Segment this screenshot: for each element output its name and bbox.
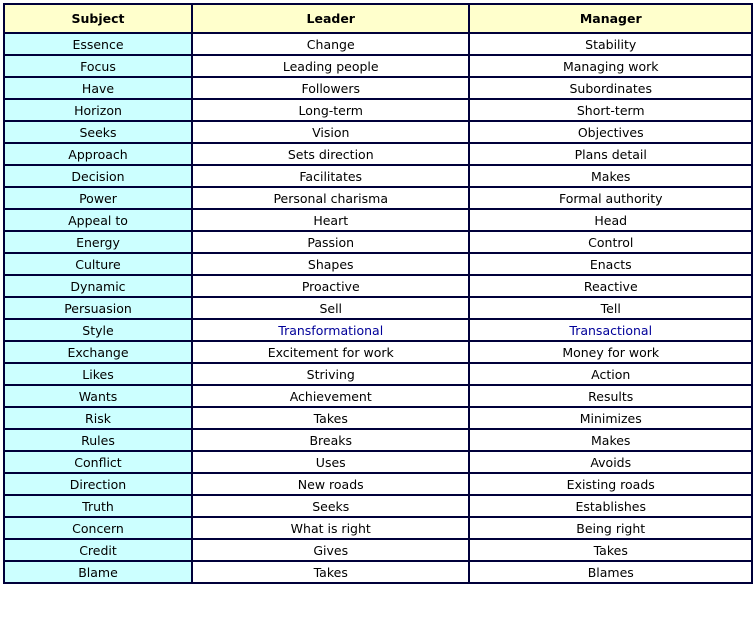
leader-cell: Takes (192, 561, 469, 583)
manager-cell: Makes (469, 165, 752, 187)
manager-cell: Being right (469, 517, 752, 539)
subject-cell: Seeks (4, 121, 192, 143)
leader-cell: Seeks (192, 495, 469, 517)
subject-cell: Approach (4, 143, 192, 165)
subject-cell: Have (4, 77, 192, 99)
manager-cell: Existing roads (469, 473, 752, 495)
leader-cell: Striving (192, 363, 469, 385)
table-row (4, 77, 752, 99)
leader-cell: Change (192, 33, 469, 55)
subject-cell: Credit (4, 539, 192, 561)
manager-cell: Stability (469, 33, 752, 55)
subject-cell: Rules (4, 429, 192, 451)
subject-cell: Conflict (4, 451, 192, 473)
leader-cell: Shapes (192, 253, 469, 275)
manager-cell: Tell (469, 297, 752, 319)
leader-vs-manager-table (3, 3, 753, 584)
subject-cell: Concern (4, 517, 192, 539)
table-row (4, 297, 752, 319)
table-row (4, 539, 752, 561)
manager-cell: Avoids (469, 451, 752, 473)
manager-cell: Short-term (469, 99, 752, 121)
manager-cell: Managing work (469, 55, 752, 77)
subject-cell: Direction (4, 473, 192, 495)
manager-cell: Transactional (469, 319, 752, 341)
leader-cell: Sell (192, 297, 469, 319)
leader-cell: Passion (192, 231, 469, 253)
table-row (4, 429, 752, 451)
table-row (4, 143, 752, 165)
table-row (4, 253, 752, 275)
header-leader: Leader (192, 4, 469, 33)
table-row (4, 385, 752, 407)
manager-cell: Takes (469, 539, 752, 561)
subject-cell: Truth (4, 495, 192, 517)
subject-cell: Decision (4, 165, 192, 187)
table-row (4, 319, 752, 341)
leader-cell: Leading people (192, 55, 469, 77)
leader-cell: Uses (192, 451, 469, 473)
table-row (4, 561, 752, 583)
manager-cell: Plans detail (469, 143, 752, 165)
subject-cell: Risk (4, 407, 192, 429)
header-row (4, 4, 752, 33)
leader-cell: Takes (192, 407, 469, 429)
table-row (4, 55, 752, 77)
leader-cell: What is right (192, 517, 469, 539)
leader-cell: Sets direction (192, 143, 469, 165)
leader-cell: Followers (192, 77, 469, 99)
manager-cell: Blames (469, 561, 752, 583)
leader-cell: Heart (192, 209, 469, 231)
leader-cell: Personal charisma (192, 187, 469, 209)
manager-cell: Objectives (469, 121, 752, 143)
subject-cell: Focus (4, 55, 192, 77)
table-row (4, 517, 752, 539)
table-row (4, 275, 752, 297)
leader-cell: Proactive (192, 275, 469, 297)
subject-cell: Exchange (4, 341, 192, 363)
subject-cell: Culture (4, 253, 192, 275)
table-row (4, 187, 752, 209)
table-row (4, 99, 752, 121)
manager-cell: Money for work (469, 341, 752, 363)
leader-cell: Facilitates (192, 165, 469, 187)
subject-cell: Blame (4, 561, 192, 583)
manager-cell: Subordinates (469, 77, 752, 99)
subject-cell: Wants (4, 385, 192, 407)
leader-cell: Achievement (192, 385, 469, 407)
manager-cell: Head (469, 209, 752, 231)
header-subject: Subject (4, 4, 192, 33)
subject-cell: Dynamic (4, 275, 192, 297)
subject-cell: Power (4, 187, 192, 209)
subject-cell: Essence (4, 33, 192, 55)
leader-cell: Long-term (192, 99, 469, 121)
table-row (4, 209, 752, 231)
table-row (4, 341, 752, 363)
table-row (4, 473, 752, 495)
subject-cell: Persuasion (4, 297, 192, 319)
table-row (4, 495, 752, 517)
leader-cell: Vision (192, 121, 469, 143)
manager-cell: Formal authority (469, 187, 752, 209)
table-row (4, 231, 752, 253)
manager-cell: Action (469, 363, 752, 385)
table-row (4, 33, 752, 55)
manager-cell: Minimizes (469, 407, 752, 429)
table-row (4, 363, 752, 385)
subject-cell: Horizon (4, 99, 192, 121)
subject-cell: Likes (4, 363, 192, 385)
leader-cell: New roads (192, 473, 469, 495)
leader-cell: Excitement for work (192, 341, 469, 363)
manager-cell: Results (469, 385, 752, 407)
subject-cell: Energy (4, 231, 192, 253)
subject-cell: Style (4, 319, 192, 341)
manager-cell: Control (469, 231, 752, 253)
leader-cell: Breaks (192, 429, 469, 451)
leader-cell: Gives (192, 539, 469, 561)
subject-cell: Appeal to (4, 209, 192, 231)
table-row (4, 451, 752, 473)
table-row (4, 407, 752, 429)
table-body (4, 33, 752, 583)
table-row (4, 121, 752, 143)
manager-cell: Makes (469, 429, 752, 451)
manager-cell: Reactive (469, 275, 752, 297)
leader-cell: Transformational (192, 319, 469, 341)
table-row (4, 165, 752, 187)
manager-cell: Establishes (469, 495, 752, 517)
manager-cell: Enacts (469, 253, 752, 275)
header-manager: Manager (469, 4, 752, 33)
